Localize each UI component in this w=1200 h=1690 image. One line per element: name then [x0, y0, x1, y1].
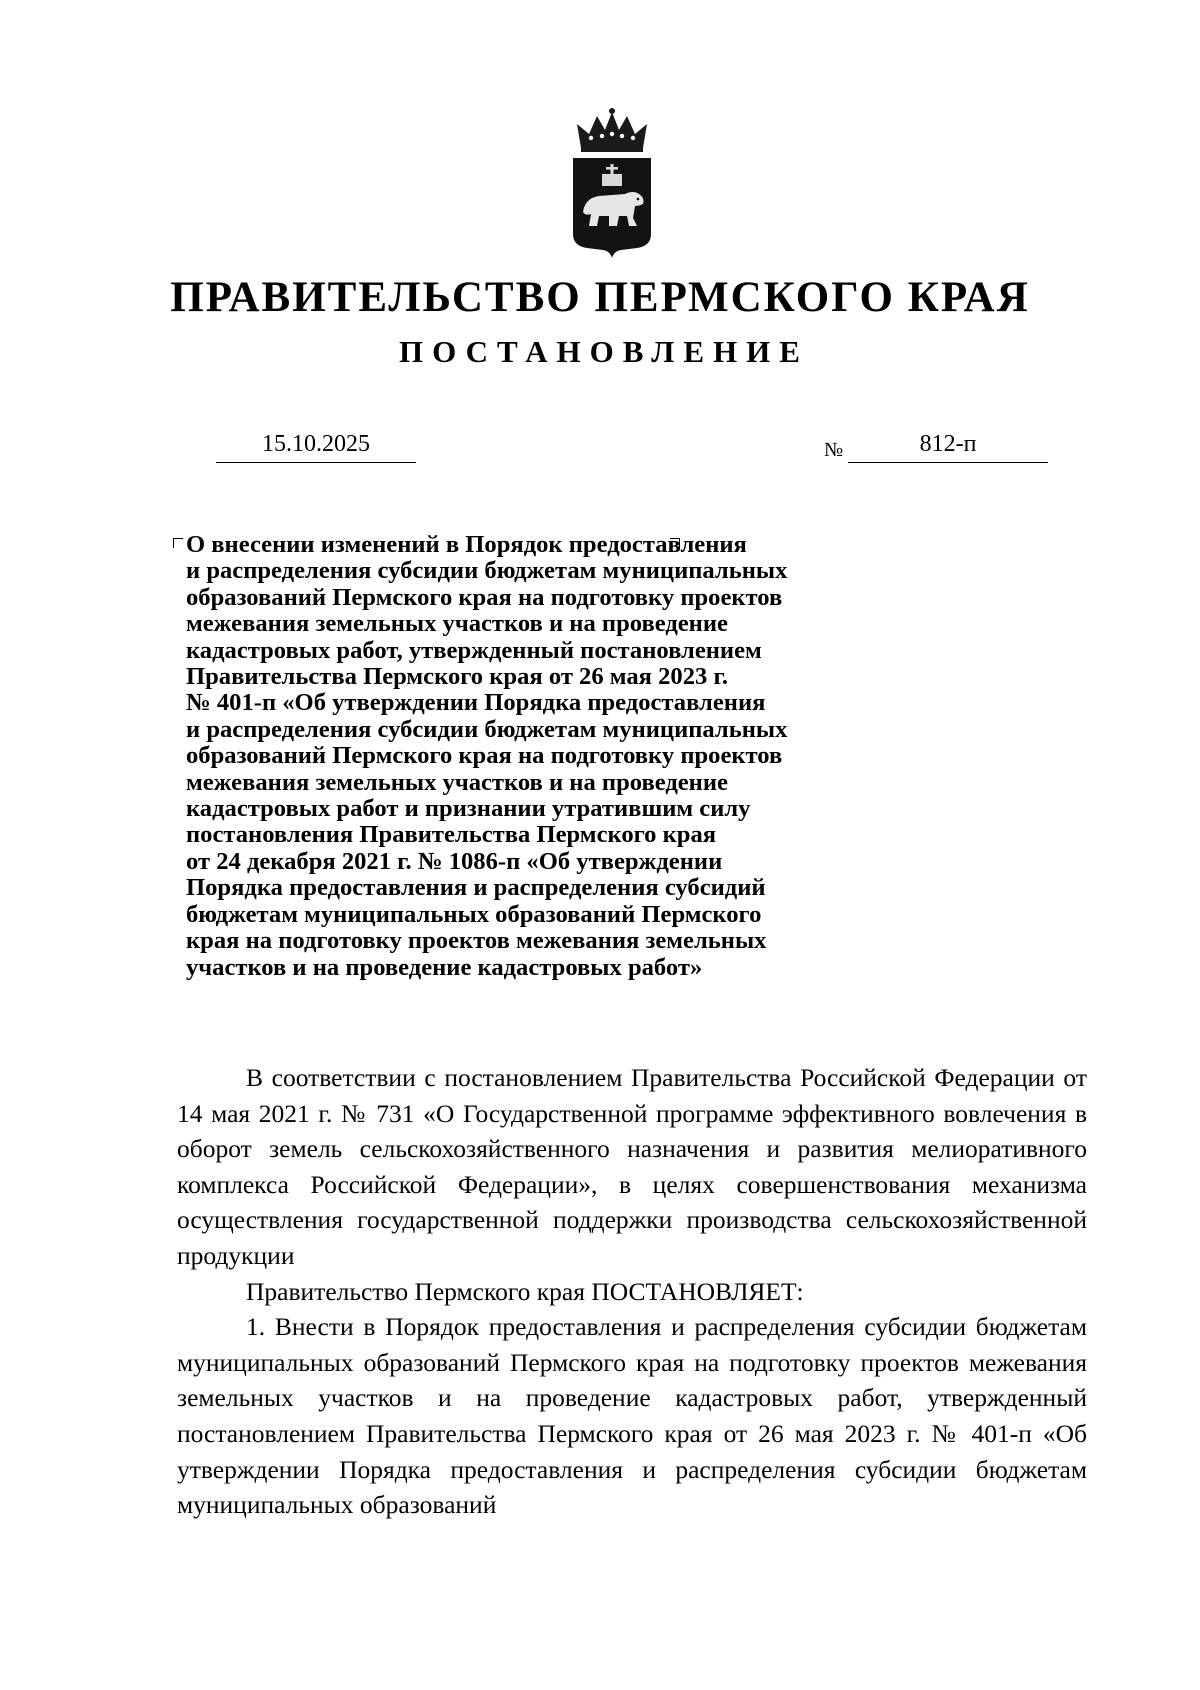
subject-line: края на подготовку проектов межевания земельных	[186, 927, 767, 955]
subject-line: кадастровых работ и признании утратившим силу	[186, 795, 751, 823]
subject-line: от 24 декабря 2021 г. № 1086-п «Об утверждении	[186, 847, 723, 875]
document-number: 812-п	[848, 426, 1048, 463]
subject-line: О внесении изменений в Порядок предоставления	[186, 531, 747, 558]
subject-line: кадастровых работ, утвержденный постановлением	[186, 636, 762, 664]
resolution-clause: Правительство Пермского края ПОСТАНОВЛЯЕТ:	[246, 1276, 804, 1306]
subject-line: и распределения субсидии бюджетам муниципальных	[186, 557, 788, 585]
document-subject	[186, 532, 906, 981]
government-title: ПРАВИТЕЛЬСТВО ПЕРМСКОГО КРАЯ	[170, 274, 1030, 321]
subject-line: № 401-п «Об утверждении Порядка предоставления	[186, 689, 766, 717]
preamble-paragraph: В соответствии с постановлением Правительства Российской Федерации от 14 мая 2021 г. № 731 «О Государственной программе эффективного вовлечения в оборот земель сельскохозяйственного назначения и развития мелиоративного комплекса Российской Федерации», в целях совершенствования механизма осуществления государственной поддержки производства сельскохозяйственной продукции	[177, 1063, 1087, 1270]
perm-krai-coat-of-arms	[567, 108, 657, 258]
document-date: 15.10.2025	[216, 426, 416, 463]
subject-line: бюджетам муниципальных образований Пермского	[186, 900, 762, 928]
subject-line: межевания земельных участков и на проведение	[186, 768, 728, 796]
subject-line: образований Пермского края на подготовку проектов	[186, 742, 783, 770]
subject-line: и распределения субсидии бюджетам муниципальных	[186, 715, 788, 743]
subject-line: Порядка предоставления и распределения субсидий	[186, 874, 766, 902]
subject-line: постановления Правительства Пермского края	[186, 821, 717, 849]
subject-line: Правительства Пермского края от 26 мая 2023 г.	[186, 663, 728, 691]
document-type: ПОСТАНОВЛЕНИЕ	[399, 334, 809, 369]
subject-line: межевания земельных участков и на проведение	[186, 610, 728, 638]
subject-line: участков и на проведение кадастровых работ»	[186, 953, 703, 981]
number-sign: №	[824, 439, 844, 461]
subject-corner-mark-left	[173, 538, 183, 548]
document-body	[177, 1060, 1087, 1523]
subject-line: образований Пермского края на подготовку проектов	[186, 583, 783, 611]
item-1-paragraph: 1. Внести в Порядок предоставления и распределения субсидии бюджетам муниципальных образований Пермского края на подготовку проектов межевания земельных участков и на проведение кадастровых работ, утвержденный постановлением Правительства Пермского края от 26 мая 2023 г. № 401-п «Об утверждении Порядка предоставления и распределения субсидии бюджетам муниципальных образований	[177, 1312, 1087, 1520]
